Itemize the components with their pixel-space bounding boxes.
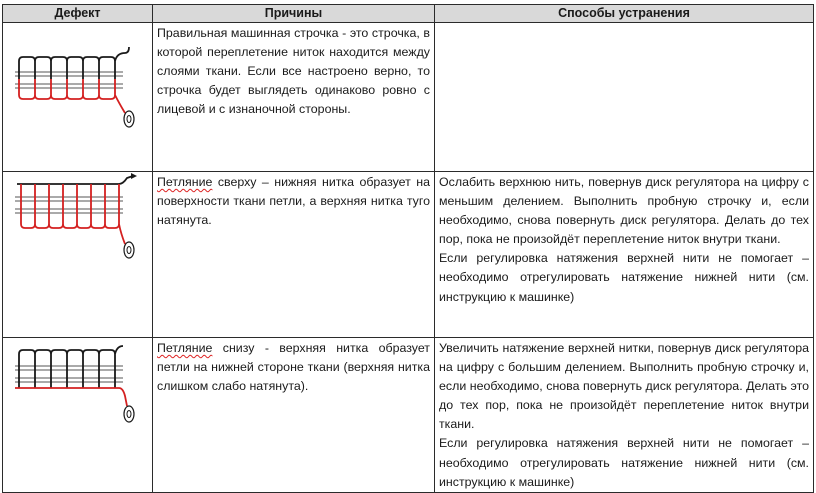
cause-cell (153, 172, 435, 338)
cause-body: снизу - верхняя нитка образует петли на нижней стороне ткани (верхняя нитка слишком слабо натянута). (157, 341, 430, 394)
remedy-paragraph: Если регулировка натяжения верхней нити не помогает – необходимо отрегулировать натяжение нижней нити (см. инструкцию к машинке) (439, 436, 809, 489)
header-defect: Дефект (3, 5, 153, 23)
cause-cell (153, 23, 435, 172)
remedy-paragraph: Увеличить натяжение верхней нитки, повернув диск регулятора на цифру с большим делением. Выполнить пробную строчку и, если необходимо, снова повернуть диск регулятора. Делать это до тех пор, пока не произойдёт переплетение ниток внутри ткани. (439, 341, 809, 432)
loops-on-bottom-icon (3, 338, 152, 428)
cause-cell (153, 338, 435, 493)
cause-text (157, 173, 430, 230)
remedy-cell (435, 172, 814, 338)
header-causes: Причины (153, 5, 435, 23)
cause-body: сверху – нижняя нитка образует на поверхности ткани петли, а верхняя нитка туго натянута. (157, 175, 430, 228)
cause-text: Правильная машинная строчка - это строчка, в которой переплетение ниток находится между слоями ткани. Если все настроено верно, то строчка будет выглядеть одинаково ровно с лицевой и с изнаночной стороны. (157, 26, 430, 117)
defect-figure-cell (3, 172, 153, 338)
table-row (3, 338, 814, 493)
table-row (3, 172, 814, 338)
header-remedies: Способы устранения (435, 5, 814, 23)
cause-term: Петляние (157, 341, 213, 355)
defects-table (2, 4, 814, 493)
remedy-paragraph: Если регулировка натяжения верхней нити не помогает – необходимо отрегулировать натяжение нижней нити (см. инструкцию к машинке) (439, 251, 809, 304)
remedy-cell (435, 23, 814, 172)
remedy-paragraph: Ослабить верхнюю нить, повернув диск регулятора на цифру с меньшим делением. Выполнить пробную строчку и, если необходимо, снова повернуть диск регулятора. Делать до тех пор, пока не произойдёт переплетение ниток внутри ткани. (439, 175, 809, 247)
correct-stitch-icon (3, 23, 152, 133)
defect-figure-cell (3, 23, 153, 172)
remedy-cell (435, 338, 814, 493)
table-row (3, 23, 814, 172)
loops-on-top-icon (3, 172, 152, 272)
defect-figure-cell (3, 338, 153, 493)
cause-term: Петляние (157, 175, 213, 189)
cause-text (157, 339, 430, 396)
